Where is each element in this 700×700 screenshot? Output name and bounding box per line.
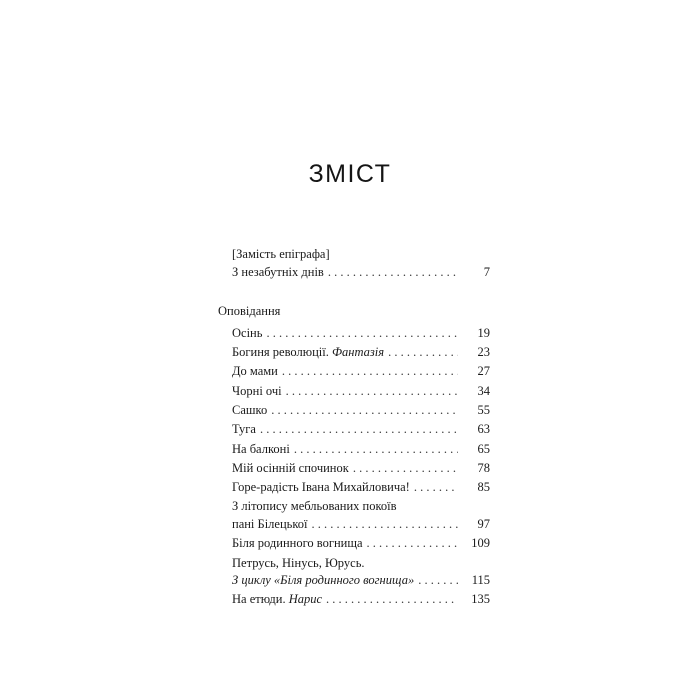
leader-dots bbox=[353, 459, 458, 477]
toc-entry-title: До мами bbox=[232, 364, 278, 378]
leader-dots bbox=[271, 401, 458, 419]
toc-entry[interactable] bbox=[232, 401, 490, 419]
toc-entry[interactable] bbox=[232, 590, 490, 608]
page-title: ЗМІСТ bbox=[308, 160, 392, 188]
toc-entry-title-line1: Петрусь, Нінусь, Юрусь. bbox=[232, 556, 365, 570]
toc-entry-subtitle: Нарис bbox=[288, 592, 323, 606]
leader-dots bbox=[367, 534, 458, 552]
toc-entry-page: 65 bbox=[477, 442, 490, 456]
leader-dots bbox=[266, 324, 458, 342]
toc-entry-page: 19 bbox=[477, 326, 490, 340]
toc-entry-title: Горе-радість Івана Михайловича! bbox=[232, 480, 410, 494]
toc-entry[interactable] bbox=[232, 324, 490, 342]
leader-dots bbox=[282, 362, 458, 380]
toc-entry-title bbox=[232, 590, 322, 608]
toc-entry-title: пані Білецької bbox=[232, 517, 308, 531]
toc-entry-title: Туга bbox=[232, 422, 256, 436]
toc-entry[interactable] bbox=[232, 459, 490, 477]
leader-dots bbox=[312, 515, 458, 533]
leader-dots bbox=[418, 571, 458, 589]
toc-entry-subtitle: Фантазія bbox=[331, 345, 385, 359]
toc-entry-title: З незабутніх днів bbox=[232, 265, 324, 279]
leader-dots bbox=[260, 420, 458, 438]
toc-entry-title: Осінь bbox=[232, 326, 263, 340]
toc-entry-page: 97 bbox=[477, 517, 490, 531]
toc-entry[interactable] bbox=[232, 362, 490, 380]
toc-entry[interactable] bbox=[232, 478, 490, 496]
toc-entry[interactable] bbox=[232, 534, 490, 552]
toc-entry-title: На балконі bbox=[232, 442, 290, 456]
toc-entry-page: 135 bbox=[471, 592, 490, 606]
toc-entry[interactable] bbox=[232, 420, 490, 438]
toc-entry-page: 7 bbox=[483, 265, 490, 279]
leader-dots bbox=[326, 590, 458, 608]
toc-entry-title-line1: З літопису мебльованих покоїв bbox=[232, 499, 397, 513]
toc-entry[interactable] bbox=[232, 382, 490, 400]
toc-entry-page: 34 bbox=[477, 384, 490, 398]
toc-entry-page: 78 bbox=[477, 461, 490, 475]
toc-entry-page: 63 bbox=[477, 422, 490, 436]
toc-entry-title-main: На етюди. bbox=[232, 592, 286, 606]
toc-entry-page: 109 bbox=[471, 536, 490, 550]
section-heading: Оповідання bbox=[218, 304, 281, 318]
toc-entry-title: Мій осінній спочинок bbox=[232, 461, 349, 475]
toc-entry-page: 85 bbox=[477, 480, 490, 494]
toc-entry-page: 55 bbox=[477, 403, 490, 417]
leader-dots bbox=[388, 343, 458, 361]
toc-entry[interactable] bbox=[232, 263, 490, 281]
toc-entry-title: Біля родинного вогнища bbox=[232, 536, 363, 550]
toc-entry[interactable] bbox=[232, 440, 490, 458]
toc-entry[interactable] bbox=[232, 571, 490, 589]
toc-entry-title: Сашко bbox=[232, 403, 268, 417]
toc-entry-page: 115 bbox=[471, 573, 490, 587]
toc-entry-page: 23 bbox=[477, 345, 490, 359]
leader-dots bbox=[414, 478, 458, 496]
leader-dots bbox=[286, 382, 458, 400]
toc-entry[interactable] bbox=[232, 515, 490, 533]
toc-entry[interactable] bbox=[232, 343, 490, 361]
toc-entry-subtitle: З циклу «Біля родинного вогнища» bbox=[232, 573, 415, 587]
toc-entry-title: Чорні очі bbox=[232, 384, 282, 398]
toc-entry-title-main: Богиня революції. bbox=[232, 345, 329, 359]
leader-dots bbox=[294, 440, 458, 458]
toc-entry-page: 27 bbox=[477, 364, 490, 378]
leader-dots bbox=[328, 263, 458, 281]
epigraph-label: [Замість епіграфа] bbox=[232, 247, 330, 261]
toc-entry-title bbox=[232, 343, 384, 361]
